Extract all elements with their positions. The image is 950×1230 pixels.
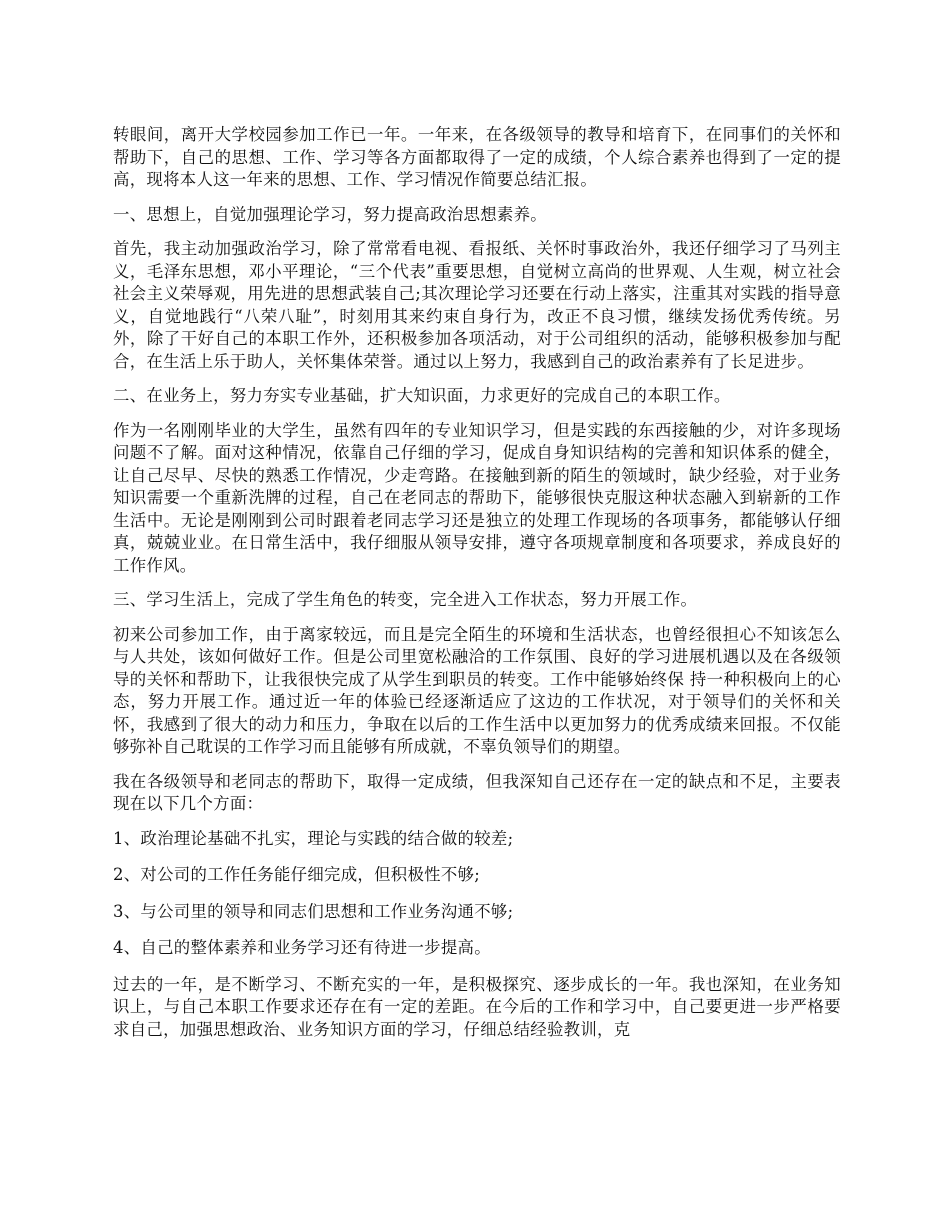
section-body-business: 作为一名刚刚毕业的大学生，虽然有四年的专业知识学习，但是实践的东西接触的少，对许多现场问题不了解。面对这种情况，依靠自己仔细的学习，促成自身知识结构的完善和知识体系的健全，让自己尽早、尽快的熟悉工作情况，少走弯路。在接触到新的陌生的领域时，缺少经验，对于业务知识需要一个重新洗牌的过程，自己在老同志的帮助下，能够很快克服这种状态融入到崭新的工作生活中。无论是刚刚到公司时跟着老同志学习还是独立的处理工作现场的各项事务，都能够认仔细真，兢兢业业。在日常生活中，我仔细服从领导安排，遵守各项规章制度和各项要求，养成良好的工作作风。 [113,420,841,575]
section-heading-study-life: 三、学习生活上，完成了学生角色的转变，完全进入工作状态，努力开展工作。 [113,590,698,609]
section-heading-thought: 一、思想上，自觉加强理论学习，努力提高政治思想素养。 [113,204,547,224]
section-body-thought: 首先，我主动加强政治学习，除了常常看电视、看报纸、关怀时事政治外，我还仔细学习了马列主义，毛泽东思想，邓小平理论，“三个代表”重要思想，自觉树立高尚的世界观、人生观，树立社会社会主义荣辱观，用先进的思想武装自己;其次理论学习还要在行动上落实，注重其对实践的指导意义，自觉地践行“八荣八耻”，时刻用其来约束自身行为，改正不良习惯，继续发扬优秀传统。另外，除了干好自己的本职工作外，还积极参加各项活动，对于公司组织的活动，能够积极参加与配合，在生活上乐于助人，关怀集体荣誉。通过以上努力，我感到自己的政治素养有了长足进步。 [113,239,841,371]
intro-paragraph: 转眼间，离开大学校园参加工作已一年。一年来，在各级领导的教导和培育下，在同事们的关怀和帮助下，自己的思想、工作、学习等各方面都取得了一定的成绩，个人综合素养也得到了一定的提高，现将本人这一年来的思想、工作、学习情况作简要总结汇报。 [113,125,841,189]
document-page [113,124,841,1053]
section-body-study-life: 初来公司参加工作，由于离家较远，而且是完全陌生的环境和生活状态，也曾经很担心不知该怎么与人共处，该如何做好工作。但是公司里宽松融洽的工作氛围、良好的学习进展机遇以及在各级领导的关怀和帮助下，让我很快完成了从学生到职员的转变。工作中能够始终保 持一种积极向上的心态，努力开展工作。通过近一年的体验已经逐渐适应了这边的工作状况，对于领导们的关怀和关怀，我感到了很大的动力和压力，争取在以后的工作生活中以更加努力的优秀成绩来回报。不仅能够弥补自己耽误的工作学习而且能够有所成就，不辜负领导们的期望。 [113,624,841,756]
closing-paragraph: 过去的一年，是不断学习、不断充实的一年，是积极探究、逐步成长的一年。我也深知，在业务知识上，与自己本职工作要求还存在有一定的差距。在今后的工作和学习中，自己要更进一步严格要求自己，加强思想政治、业务知识方面的学习，仔细总结经验教训，克 [113,974,841,1039]
shortcomings-list [113,828,841,960]
section-heading-business: 二、在业务上，努力夯实专业基础，扩大知识面，力求更好的完成自己的本职工作。 [113,386,731,405]
list-item: 3、与公司里的领导和同志们思想和工作业务沟通不够; [113,901,514,921]
list-item: 4、自己的整体素养和业务学习还有待进一步提高。 [113,938,491,957]
list-item: 1、政治理论基础不扎实，理论与实践的结合做的较差; [113,828,514,848]
list-item: 2、对公司的工作任务能仔细完成，但积极性不够; [113,865,481,884]
shortcomings-intro: 我在各级领导和老同志的帮助下，取得一定成绩，但我深知自己还存在一定的缺点和不足，主要表现在以下几个方面： [113,771,841,813]
